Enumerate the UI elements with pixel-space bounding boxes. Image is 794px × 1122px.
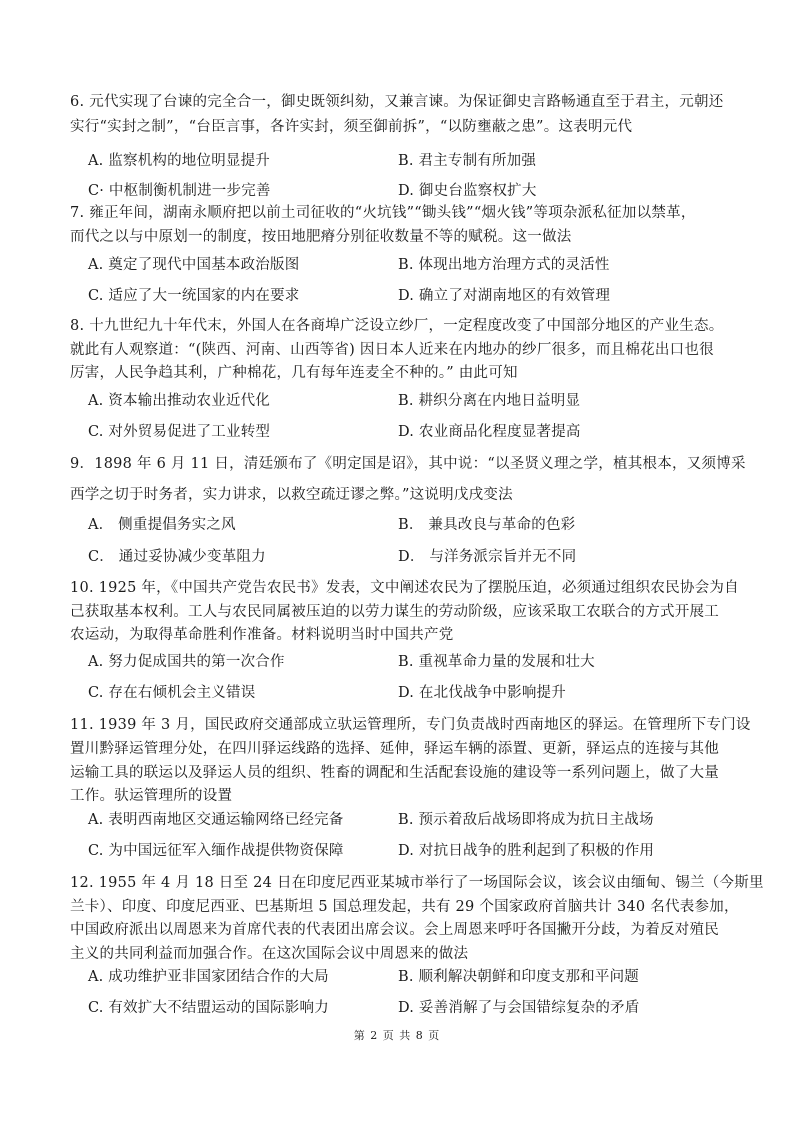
q12-option-a: A. 成功维护亚非国家团结合作的大局 [88,969,329,985]
q8-stem-line-2: 就此有人观察道：“(陕西、河南、山西等省) 因日本人近来在内地办的纱厂很多，而且棉花出口也很 [70,342,714,358]
q9-option-a: A． 侧重提倡务实之风 [88,517,236,533]
q6-stem-line-2: 实行“实封之制”，“台臣言事，各许实封，须至御前拆”，“以防壅蔽之患”。这表明元代 [70,119,633,135]
q9-option-d: D． 与洋务派宗旨并无不同 [398,549,577,565]
q12-stem-line-3: 中国政府派出以周恩来为首席代表的代表团出席会议。会上周恩来呼吁各国撇开分歧，为着反对殖民 [70,922,719,938]
q10-option-b: B. 重视革命力量的发展和壮大 [398,654,595,670]
q12-option-d: D. 妥善消解了与会国错综复杂的矛盾 [398,1000,640,1016]
q8-stem-line-3: 厉害，人民争趋其利，广种棉花，几有每年连麦全不种的。” 由此可知 [70,365,518,381]
q8-option-d: D. 农业商品化程度显著提高 [398,424,581,440]
q7-stem-line-1: 7. 雍正年间，湖南永顺府把以前土司征收的“火坑钱”“锄头钱”“烟火钱”等项杂派私征加以禁革， [70,205,696,221]
q6-option-d: D. 御史台监察权扩大 [398,183,537,199]
q6-option-a: A. 监察机构的地位明显提升 [88,153,270,169]
q11-stem-line-1: 11. 1939 年 3 月，国民政府交通部成立驮运管理所，专门负责战时西南地区的驿运。在管理所下专门设 [70,717,751,733]
q12-option-c: C. 有效扩大不结盟运动的国际影响力 [88,1000,329,1016]
q12-stem-line-1: 12. 1955 年 4 月 18 日至 24 日在印度尼西亚某城市举行了一场国际会议，该会议由缅甸、锡兰（今斯里 [70,875,764,891]
q6-option-b: B. 君主专制有所加强 [398,153,537,169]
q7-option-c: C. 适应了大一统国家的内在要求 [88,288,300,304]
q11-stem-line-4: 工作。驮运管理所的设置 [70,788,233,804]
q7-option-a: A. 奠定了现代中国基本政治版图 [88,257,300,273]
q10-option-d: D. 在北伐战争中影响提升 [398,685,566,701]
q11-option-a: A. 表明西南地区交通运输网络已经完备 [88,812,344,828]
q10-stem-line-2: 己获取基本权利。工人与农民同属被压迫的以劳力谋生的劳动阶级，应该采取工农联合的方式开展工 [70,604,719,620]
q11-option-c: C. 为中国远征军入缅作战提供物资保障 [88,843,344,859]
q9-stem-line-2: 西学之切于时务者，实力讲求，以救空疏迂谬之弊。”这说明戊戌变法 [70,487,513,503]
q6-stem-line-1: 6. 元代实现了台谏的完全合一，御史既领纠劾，又兼言谏。为保证御史言路畅通直至于君主，元朝还 [70,94,724,110]
q10-option-c: C. 存在右倾机会主义错误 [88,685,256,701]
q8-option-a: A. 资本输出推动农业近代化 [88,393,270,409]
q7-option-b: B. 体现出地方治理方式的灵活性 [398,257,610,273]
q10-stem-line-3: 农运动，为取得革命胜利作准备。材料说明当时中国共产党 [70,627,454,643]
q9-stem-line-1: 9．1898 年 6 月 11 日，清廷颁布了《明定国是诏》，其中说：“以圣贤义理之学，植其根本，又须博采 [70,456,746,472]
q8-stem-line-1: 8. 十九世纪九十年代末，外国人在各商埠广泛设立纱厂，一定程度改变了中国部分地区的产业生态。 [70,318,724,334]
q7-option-d: D. 确立了对湖南地区的有效管理 [398,288,611,304]
q6-option-c: C· 中枢制衡机制进一步完善 [88,183,271,199]
q9-option-b: B． 兼具改良与革命的色彩 [398,517,576,533]
q11-option-d: D. 对抗日战争的胜利起到了积极的作用 [398,843,655,859]
q11-option-b: B. 预示着敌后战场即将成为抗日主战场 [398,812,654,828]
q10-option-a: A. 努力促成国共的第一次合作 [88,654,285,670]
q12-option-b: B. 顺利解决朝鲜和印度支那和平问题 [398,969,639,985]
q11-stem-line-3: 运输工具的联运以及驿运人员的组织、牲畜的调配和生活配套设施的建设等一系列问题上，做了大量 [70,765,719,781]
q8-option-c: C. 对外贸易促进了工业转型 [88,424,271,440]
q8-option-b: B. 耕织分离在内地日益明显 [398,393,581,409]
q12-stem-line-2: 兰卡）、印度、印度尼西亚、巴基斯坦 5 国总理发起，共有 29 个国家政府首脑共计 340 名代表参加， [70,899,739,915]
page-number-footer: 第 2 页 共 8 页 [353,1029,441,1042]
q9-option-c: C． 通过妥协减少变革阻力 [88,549,266,565]
q12-stem-line-4: 主义的共同利益而加强合作。在这次国际会议中周恩来的做法 [70,946,469,962]
q10-stem-line-1: 10. 1925 年，《中国共产党告农民书》发表，文中阐述农民为了摆脱压迫，必须通过组织农民协会为自 [70,580,739,596]
q11-stem-line-2: 置川黔驿运管理分处，在四川驿运线路的选择、延伸，驿运车辆的添置、更新，驿运点的连接与其他 [70,741,719,757]
q7-stem-line-2: 而代之以与中原划一的制度，按田地肥瘠分别征收数量不等的赋税。这一做法 [70,229,572,245]
